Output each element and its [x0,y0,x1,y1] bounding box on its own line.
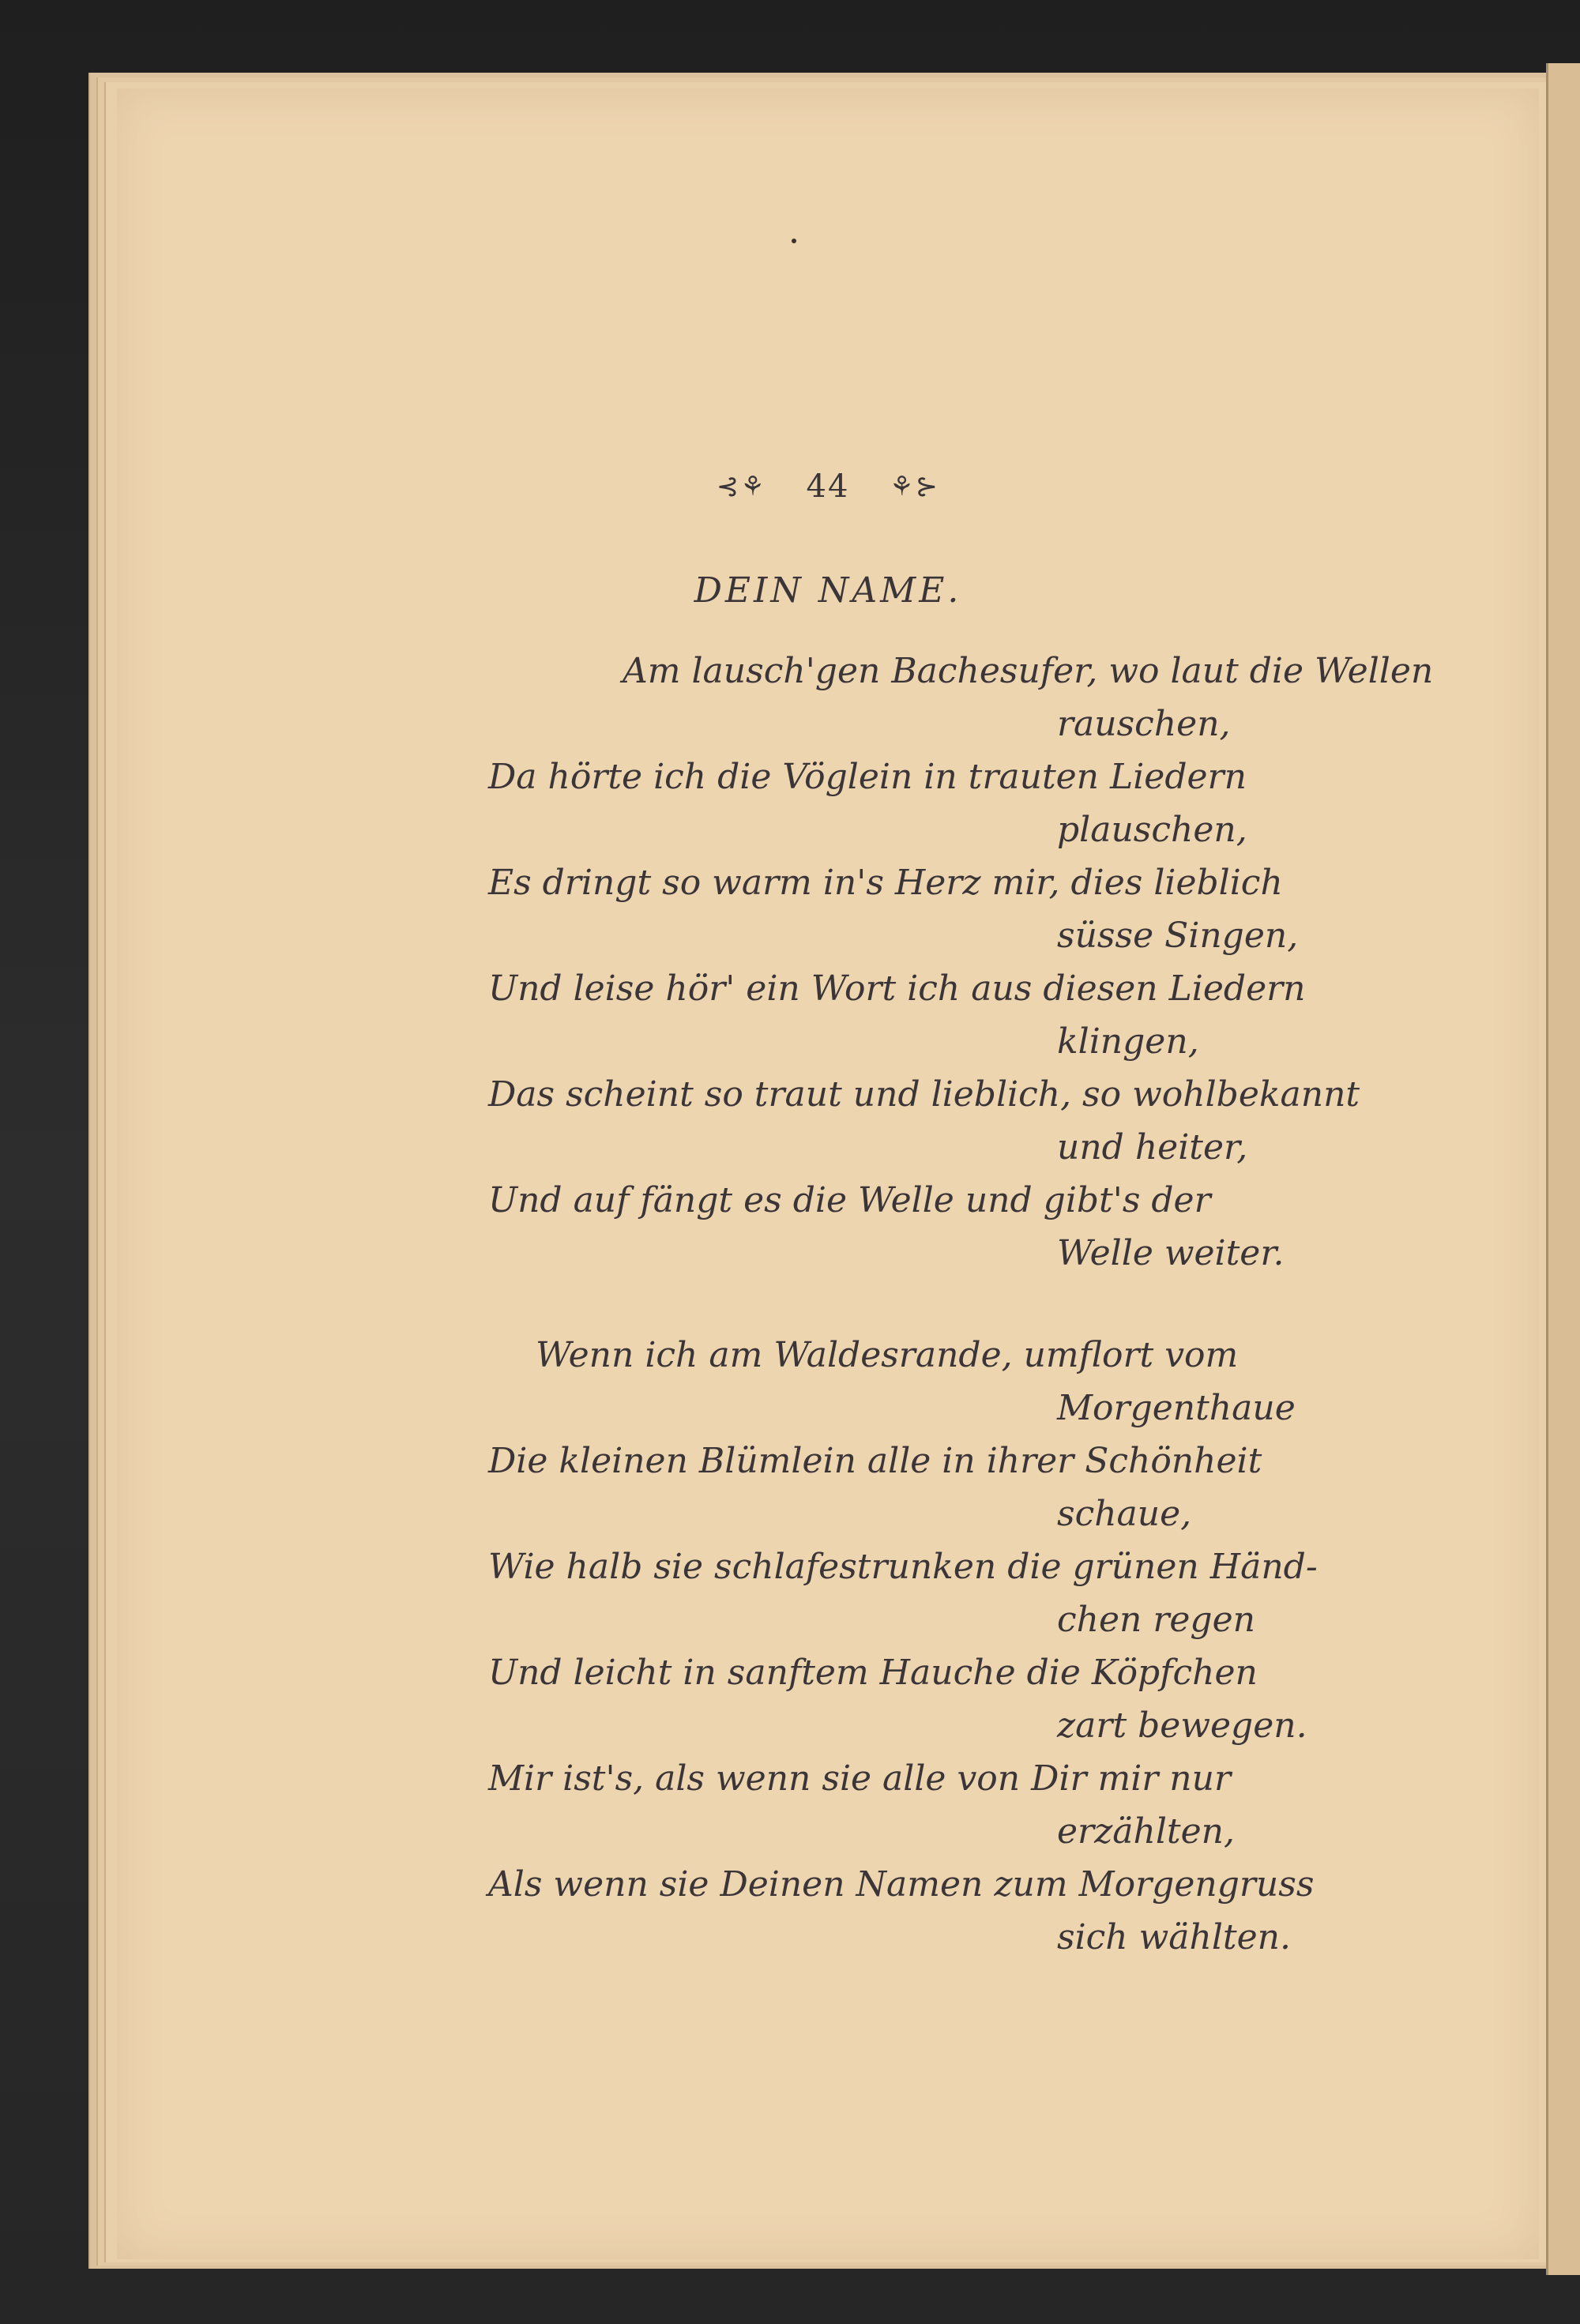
verse-line: Es dringt so warm in's Herz mir, dies lieblich [488,863,1283,903]
verse-line-continuation: Morgenthaue [1057,1388,1296,1428]
verse-line: Und leicht in sanftem Hauche die Köpfchen [488,1653,1258,1693]
verse-line-continuation: rauschen, [1057,704,1231,744]
verse-line: Wie halb sie schlafestrunken die grünen Händ- [488,1547,1318,1587]
verse-line-continuation: schaue, [1057,1494,1192,1534]
stanza [488,645,1499,1280]
verse-line-continuation: klingen, [1057,1021,1199,1062]
verse-line: Da hörte ich die Vöglein in trauten Liedern [488,757,1247,797]
verse-line-continuation: Welle weiter. [1057,1233,1285,1273]
right-ornament-icon: ⚘⊱ [890,471,940,502]
verse-line: Die kleinen Blümlein alle in ihrer Schönheit [488,1441,1262,1481]
verse-line-continuation: chen regen [1057,1600,1255,1640]
poem-title: DEIN NAME. [694,570,962,611]
verse-line: Als wenn sie Deinen Namen zum Morgengruss [488,1864,1315,1905]
verse-line-continuation: erzählten, [1057,1811,1235,1852]
verse-line: Mir ist's, als wenn sie alle von Dir mir nur [488,1758,1232,1799]
verse-line-continuation: plauschen, [1057,810,1247,850]
adjacent-page-edge [1546,63,1580,2275]
verse-line-continuation: sich wählten. [1057,1917,1291,1957]
left-ornament-icon: ⊰⚘ [716,471,766,502]
ink-speck [792,239,796,243]
verse-line: Das scheint so traut und lieblich, so wohlbekannt [488,1074,1360,1115]
verse-line-continuation: süsse Singen, [1057,916,1299,956]
page-number: 44 [806,468,850,505]
page-header [117,466,1539,505]
stanza [488,1329,1499,1964]
verse-line: Wenn ich am Waldesrande, umflort vom [536,1335,1239,1375]
verse-line-continuation: und heiter, [1057,1127,1248,1168]
book-page [117,88,1539,2259]
verse-line: Und leise hör' ein Wort ich aus diesen Liedern [488,968,1306,1009]
verse-line-continuation: zart bewegen. [1057,1705,1307,1746]
verse-line: Am lausch'gen Bachesufer, wo laut die Wellen [623,651,1434,691]
verse-line: Und auf fängt es die Welle und gibt's der [488,1180,1211,1220]
